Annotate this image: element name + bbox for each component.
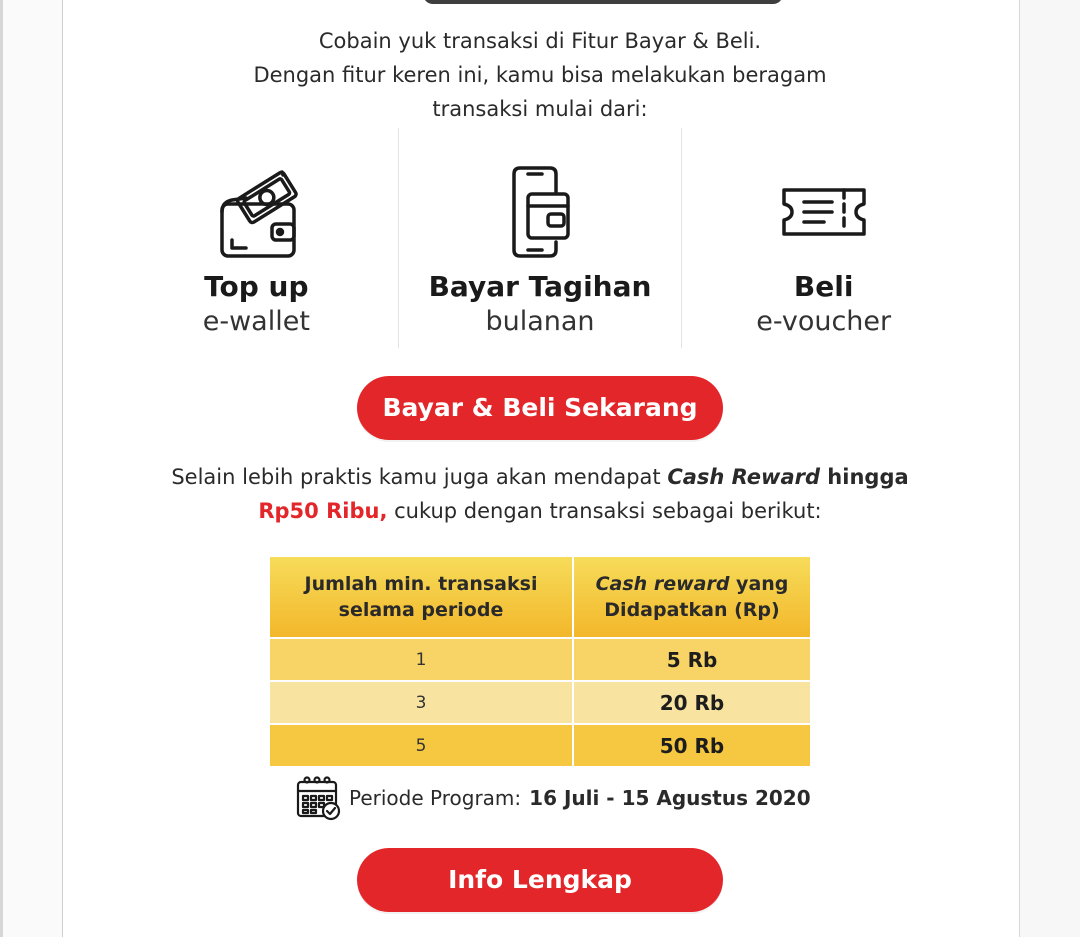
feature-bill-title: Bayar Tagihan [428, 270, 652, 303]
table-header-row [270, 557, 810, 638]
intro-line-1: Cobain yuk transaksi di Fitur Bayar & Beli. [318, 29, 762, 53]
intro-line-2: Dengan fitur keren ini, kamu bisa melakukan beragam [253, 63, 827, 87]
feature-topup-title: Top up [204, 270, 309, 303]
feature-voucher [681, 128, 965, 348]
cash-reward-text: Cash Reward [667, 465, 820, 489]
voucher-icon [774, 162, 874, 262]
calendar-icon [295, 775, 343, 821]
header-min-transactions: Jumlah min. transaksi selama periode [270, 557, 573, 638]
table-row [270, 681, 810, 724]
cell-reward: 50 Rb [573, 724, 810, 766]
reward-table [270, 557, 810, 766]
table-row [270, 724, 810, 766]
feature-bill-subtitle: bulanan [485, 306, 595, 337]
feature-topup-subtitle: e-wallet [202, 306, 310, 337]
program-period [295, 776, 811, 820]
header-cash-reward-rest: yang Didapatkan (Rp) [604, 573, 789, 621]
title-remnant [423, 0, 783, 4]
hingga-text: hingga [820, 465, 909, 489]
reward-amount: Rp50 Ribu, [258, 499, 388, 523]
feature-list [115, 128, 965, 348]
period-label: Periode Program: [349, 786, 522, 810]
reward-text-line-1 [0, 460, 1080, 494]
cell-reward: 5 Rb [573, 638, 810, 681]
reward-text-line-2 [0, 494, 1080, 528]
reward-text-intro: Selain lebih praktis kamu juga akan mendapat [171, 465, 668, 489]
header-cash-reward [573, 557, 810, 638]
intro-line-3: transaksi mulai dari: [432, 97, 648, 121]
reward-text-outro: cukup dengan transaksi sebagai berikut: [387, 499, 822, 523]
phone-bill-icon [490, 162, 590, 262]
wallet-icon [206, 162, 306, 262]
feature-topup [115, 128, 398, 348]
feature-bill [398, 128, 682, 348]
info-lengkap-button[interactable]: Info Lengkap [357, 848, 723, 912]
table-row [270, 638, 810, 681]
period-dates: 16 Juli - 15 Agustus 2020 [529, 786, 811, 810]
cell-reward: 20 Rb [573, 681, 810, 724]
cell-min: 5 [270, 724, 573, 766]
cell-min: 3 [270, 681, 573, 724]
feature-voucher-title: Beli [793, 270, 854, 303]
cell-min: 1 [270, 638, 573, 681]
header-cash-reward-italic: Cash reward [595, 573, 730, 595]
feature-voucher-subtitle: e-voucher [756, 306, 892, 337]
bayar-beli-sekarang-button[interactable]: Bayar & Beli Sekarang [357, 376, 723, 440]
